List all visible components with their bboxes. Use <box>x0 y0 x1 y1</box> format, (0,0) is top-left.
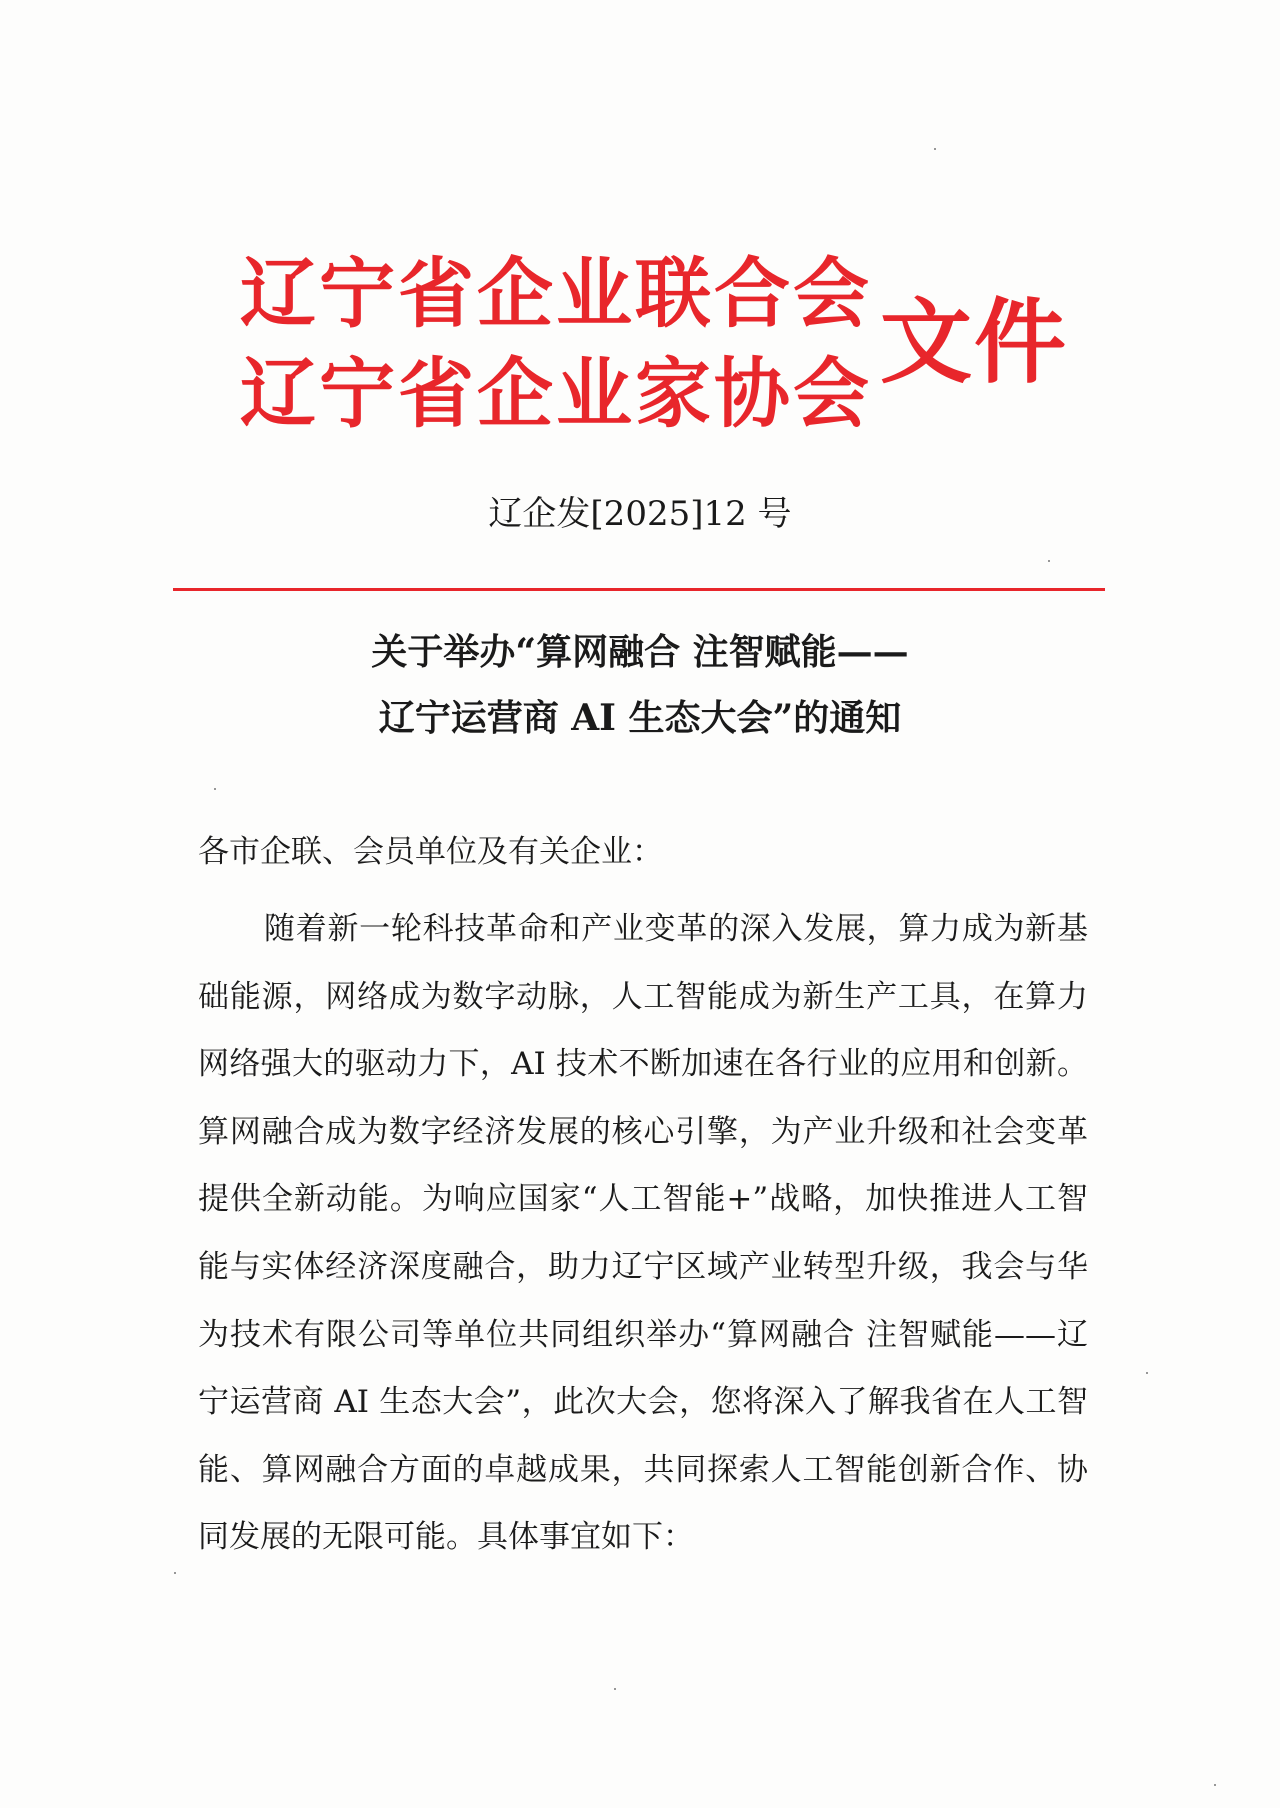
document-number: 辽企发[2025]12 号 <box>488 494 792 534</box>
scan-speck <box>174 1572 176 1574</box>
scan-speck <box>614 1688 616 1690</box>
salutation: 各市企联、会员单位及有关企业： <box>198 834 663 870</box>
scan-speck <box>1048 560 1050 562</box>
red-letterhead <box>240 248 1080 448</box>
scan-speck <box>1214 1784 1216 1786</box>
scan-speck <box>1146 1372 1148 1374</box>
org-name-enterprise-confederation: 辽宁省企业联合会 <box>240 249 872 338</box>
org-name-entrepreneurs-association: 辽宁省企业家协会 <box>240 349 872 438</box>
red-divider-line <box>173 588 1105 591</box>
notice-title-line-1: 关于举办“算网融合 注智赋能—— <box>371 631 909 673</box>
body-paragraph: 随着新一轮科技革命和产业变革的深入发展，算力成为新基础能源，网络成为数字动脉，人工智能成为新生产工具，在算力网络强大的驱动力下，AI 技术不断加速在各行业的应用和创新。算网融合成为数字经济发展的核心引擎，为产业升级和社会变革提供全新动能。为响应国家“人工智能+”战略，加快推进人工智能与实体经济深度融合，助力辽宁区域产业转型升级，我会与华为技术有限公司等单位共同组织举办“算网融合 注智赋能——辽宁运营商 AI 生态大会”，此次大会，您将深入了解我省在人工智能、算网融合方面的卓越成果，共同探索人工智能创新合作、协同发展的无限可能。具体事宜如下： <box>198 911 1088 1556</box>
scan-speck <box>214 788 216 790</box>
scan-speck <box>934 148 936 150</box>
letterhead-document-suffix: 文件 <box>880 288 1069 396</box>
notice-title-line-2: 辽宁运营商 AI 生态大会”的通知 <box>378 697 902 739</box>
